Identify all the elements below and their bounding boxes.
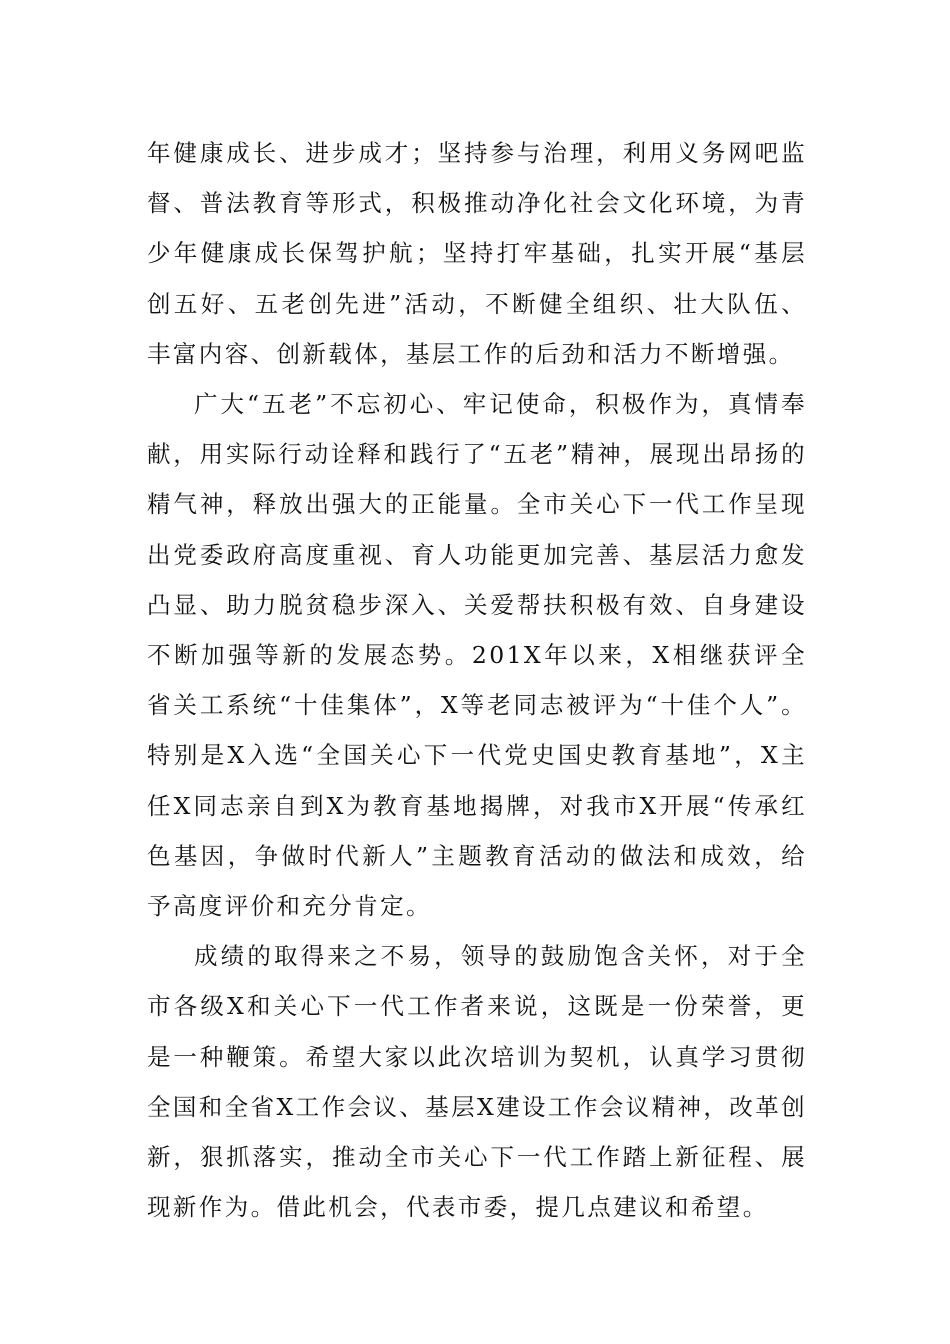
document-page <box>147 128 807 1232</box>
paragraph-expectations: 成绩的取得来之不易，领导的鼓励饱含关怀，对于全市各级X和关心下一代工作者来说，这既是一份荣誉，更是一种鞭策。希望大家以此次培训为契机，认真学习贯彻全国和全省X工作会议、基层X建设工作会议精神，改革创新，狠抓落实，推动全市关心下一代工作踏上新征程、展现新作为。借此机会，代表市委，提几点建议和希望。 <box>147 942 807 1222</box>
paragraph-continued: 年健康成长、进步成才；坚持参与治理，利用义务网吧监督、普法教育等形式，积极推动净化社会文化环境，为青少年健康成长保驾护航；坚持打牢基础，扎实开展“基层创五好、五老创先进”活动，不断健全组织、壮大队伍、丰富内容、创新载体，基层工作的后劲和活力不断增强。 <box>147 139 807 368</box>
paragraph-achievements: 广大“五老”不忘初心、牢记使命，积极作为，真情奉献，用实际行动诠释和践行了“五老”精神，展现出昂扬的精气神，释放出强大的正能量。全市关心下一代工作呈现出党委政府高度重视、育人功能更加完善、基层活力愈发凸显、助力脱贫稳步深入、关爱帮扶积极有效、自身建设不断加强等新的发展态势。201X年以来，X相继获评全省关工系统“十佳集体”，X等老同志被评为“十佳个人”。特别是X入选“全国关心下一代党史国史教育基地”，X主任X同志亲自到X为教育基地揭牌，对我市X开展“传承红色基因，争做时代新人”主题教育活动的做法和成效，给予高度评价和充分肯定。 <box>147 390 807 921</box>
